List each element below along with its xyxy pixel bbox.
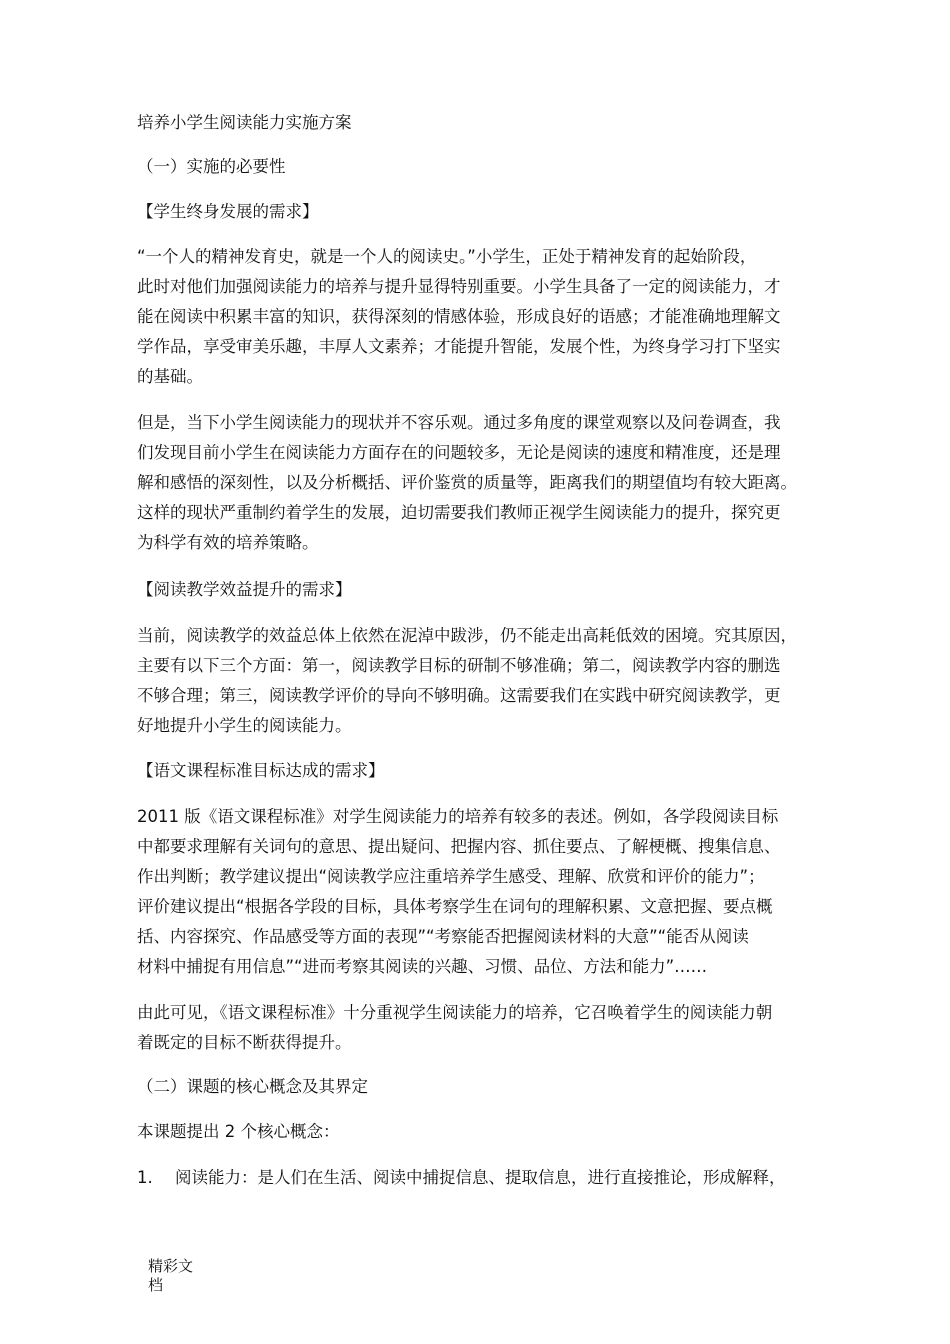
text-line: 中都要求理解有关词句的意思、提出疑问、把握内容、抓住要点、了解梗概、搜集信息、 [137,837,781,856]
paragraph-current-situation [137,408,817,558]
text-line: 们发现目前小学生在阅读能力方面存在的问题较多，无论是阅读的速度和精准度，还是理 [137,443,781,462]
text-line: 主要有以下三个方面：第一，阅读教学目标的研制不够准确；第二，阅读教学内容的删选 [137,656,781,675]
text-line: 学作品，享受审美乐趣，丰厚人文素养；才能提升智能，发展个性，为终身学习打下坚实 [137,337,781,356]
text-line: 当前，阅读教学的效益总体上依然在泥淖中跋涉，仍不能走出高耗低效的困境。究其原因， [137,626,797,645]
core-concepts-intro: 本课题提出 2 个核心概念： [137,1122,340,1141]
list-item-number: 1. [137,1168,153,1187]
text-line: 这样的现状严重制约着学生的发展，迫切需要我们教师正视学生阅读能力的提升，探究更 [137,503,781,522]
text-line: 着既定的目标不断获得提升。 [137,1033,352,1052]
text-line: 由此可见，《语文课程标准》十分重视学生阅读能力的培养，它召唤着学生的阅读能力朝 [137,1003,773,1022]
paragraph-teaching-efficiency [137,621,817,741]
paragraph-conclusion [137,998,817,1058]
paragraph-curriculum-standard [137,802,817,982]
text-line: “一个人的精神发育史，就是一个人的阅读史。”小学生，正处于精神发育的起始阶段， [137,247,757,266]
text-line: 括、内容探究、作品感受等方面的表现”“考察能否把握阅读材料的大意”“能否从阅读 [137,927,749,946]
subheading-curriculum-standard: 【语文课程标准目标达成的需求】 [137,761,385,780]
text-line: 此时对他们加强阅读能力的培养与提升显得特别重要。小学生具备了一定的阅读能力，才 [137,277,781,296]
page-footer [148,1257,193,1295]
text-line: 材料中捕捉有用信息”“进而考察其阅读的兴趣、习惯、品位、方法和能力”…… [137,957,708,976]
text-line: 作出判断；教学建议提出“阅读教学应注重培养学生感受、理解、欣赏和评价的能力”； [137,867,765,886]
text-line: 不够合理；第三，阅读教学评价的导向不够明确。这需要我们在实践中研究阅读教学，更 [137,686,781,705]
list-item [137,1166,786,1190]
text-line: 的基础。 [137,367,203,386]
text-line: 评价建议提出“根据各学段的目标，具体考察学生在词句的理解积累、文意把握、要点概 [137,897,773,916]
text-line: 能在阅读中积累丰富的知识，获得深刻的情感体验，形成良好的语感；才能准确地理解文 [137,307,781,326]
text-line: 2011 版《语文课程标准》对学生阅读能力的培养有较多的表述。例如，各学段阅读目标 [137,807,779,826]
text-line: 解和感悟的深刻性，以及分析概括、评价鉴赏的质量等，距离我们的期望值均有较大距离。 [137,473,797,492]
document-title: 培养小学生阅读能力实施方案 [137,113,352,132]
footer-line: 档 [148,1276,164,1294]
text-line: 好地提升小学生的阅读能力。 [137,716,352,735]
list-item-text: 阅读能力：是人们在生活、阅读中捕捉信息、提取信息，进行直接推论，形成解释， [175,1168,786,1187]
footer-line: 精彩文 [148,1257,194,1275]
subheading-teaching-efficiency: 【阅读教学效益提升的需求】 [137,580,352,599]
text-line: 但是，当下小学生阅读能力的现状并不容乐观。通过多角度的课堂观察以及问卷调查，我 [137,413,781,432]
subheading-lifelong-development: 【学生终身发展的需求】 [137,202,319,221]
section-heading-necessity: （一）实施的必要性 [137,157,286,176]
section-heading-core-concepts: （二）课题的核心概念及其界定 [137,1077,368,1096]
paragraph-lifelong-development [137,242,817,392]
text-line: 为科学有效的培养策略。 [137,533,319,552]
